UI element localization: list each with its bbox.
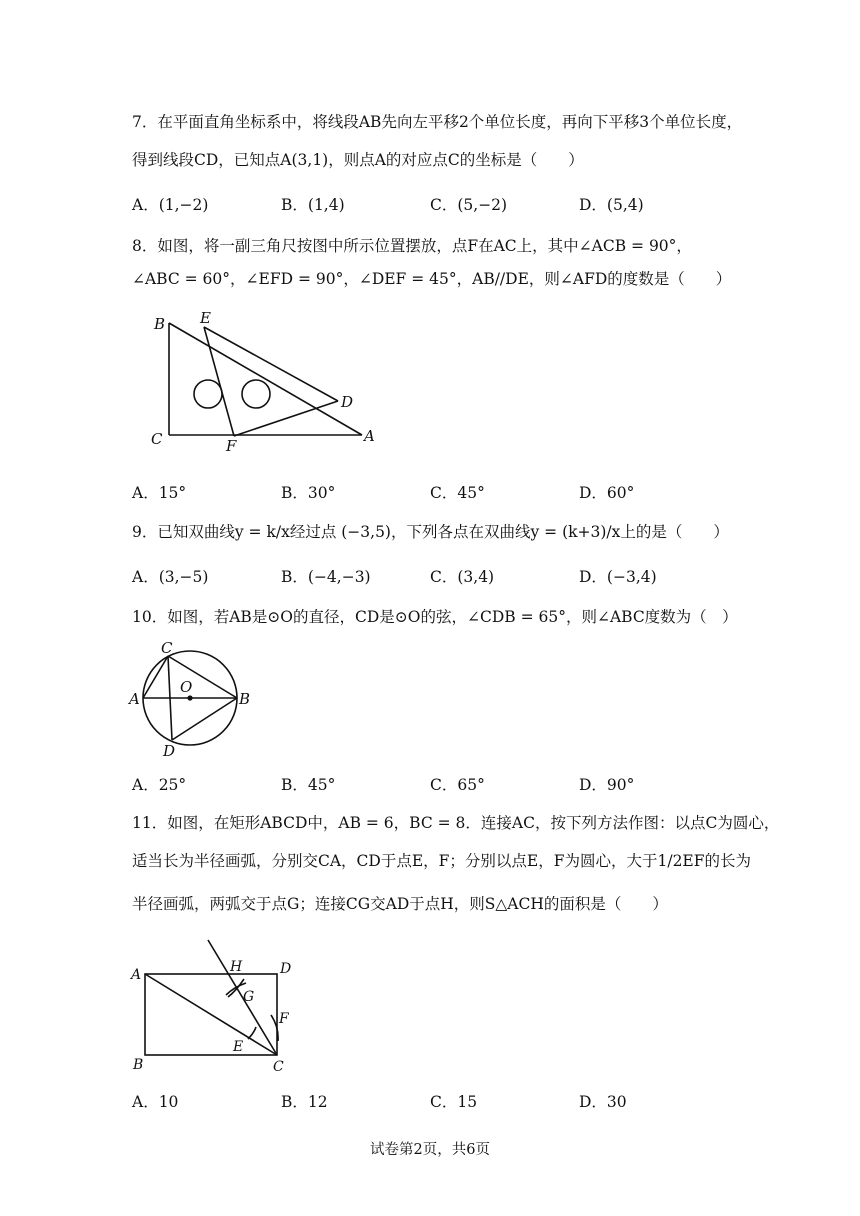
q10-label-b: B — [239, 690, 251, 708]
q8-label-d: D — [341, 393, 354, 411]
q10-line-1: 10．如图，若AB是⊙O的直径，CD是⊙O的弦，∠CDB = 65°，则∠ABC度数为（ ） — [132, 608, 738, 626]
q9-option-c: C．(3,4) — [430, 568, 495, 586]
q11-option-d: D．30 — [579, 1093, 627, 1111]
q8-triangle-figure — [140, 305, 400, 455]
page-footer: 试卷第2页，共6页 — [370, 1142, 490, 1158]
q11-option-a: A．10 — [132, 1093, 179, 1111]
q7-option-d: D．(5,4) — [579, 196, 644, 214]
q11-label-f: F — [279, 1011, 289, 1027]
q9-line-1: 9．已知双曲线y = k/x经过点 (−3,5)，下列各点在双曲线y = (k+3)/x上的是（ ） — [132, 523, 729, 541]
q9-option-a: A．(3,−5) — [132, 568, 209, 586]
q7-line-1: 7．在平面直角坐标系中，将线段AB先向左平移2个单位长度，再向下平移3个单位长度， — [132, 113, 743, 131]
q8-label-e: E — [200, 309, 211, 327]
q11-line-1: 11．如图，在矩形ABCD中，AB = 6，BC = 8．连接AC，按下列方法作图：以点C为圆心， — [132, 814, 780, 832]
q8-label-c: C — [151, 430, 163, 448]
q9-option-b: B．(−4,−3) — [281, 568, 371, 586]
q7-option-a: A．(1,−2) — [132, 196, 209, 214]
q10-label-o: O — [180, 678, 193, 696]
q11-label-a: A — [131, 967, 142, 983]
q11-label-b: B — [133, 1057, 144, 1073]
q11-label-h: H — [230, 959, 243, 975]
q10-option-a: A．25° — [132, 776, 187, 794]
q8-option-d: D．60° — [579, 484, 635, 502]
q8-line-1: 8．如图，将一副三角尺按图中所示位置摆放，点F在AC上，其中∠ACB = 90°， — [132, 237, 692, 255]
q10-label-c: C — [161, 640, 173, 657]
q8-label-a: A — [364, 427, 375, 445]
q8-line-2: ∠ABC = 60°，∠EFD = 90°，∠DEF = 45°，AB//DE，则∠AFD的度数是（ ） — [132, 270, 732, 288]
q8-option-a: A．15° — [132, 484, 187, 502]
q11-line-3: 半径画弧，两弧交于点G；连接CG交AD于点H，则S△ACH的面积是（ ） — [132, 895, 668, 913]
q8-label-b: B — [154, 315, 166, 333]
q8-option-b: B．30° — [281, 484, 336, 502]
q10-option-c: C．65° — [430, 776, 485, 794]
q10-label-d: D — [163, 742, 176, 758]
q7-option-b: B．(1,4) — [281, 196, 345, 214]
q7-option-c: C．(5,−2) — [430, 196, 508, 214]
q11-label-g: G — [243, 989, 255, 1005]
q10-option-d: D．90° — [579, 776, 635, 794]
q10-label-a: A — [129, 690, 140, 708]
q9-option-d: D．(−3,4) — [579, 568, 657, 586]
q11-label-e: E — [233, 1039, 244, 1055]
q8-option-c: C．45° — [430, 484, 485, 502]
q11-label-d: D — [280, 961, 292, 977]
q10-option-b: B．45° — [281, 776, 336, 794]
q10-circle-figure — [126, 640, 256, 758]
q11-option-c: C．15 — [430, 1093, 478, 1111]
q11-option-b: B．12 — [281, 1093, 328, 1111]
q11-line-2: 适当长为半径画弧，分别交CA，CD于点E，F；分别以点E，F为圆心，大于1/2EF的长为 — [132, 852, 751, 870]
q11-rectangle-figure — [128, 935, 318, 1075]
q8-label-f: F — [226, 437, 237, 455]
q11-label-c: C — [273, 1059, 284, 1075]
q7-line-2: 得到线段CD，已知点A(3,1)，则点A的对应点C的坐标是（ ） — [132, 151, 584, 169]
